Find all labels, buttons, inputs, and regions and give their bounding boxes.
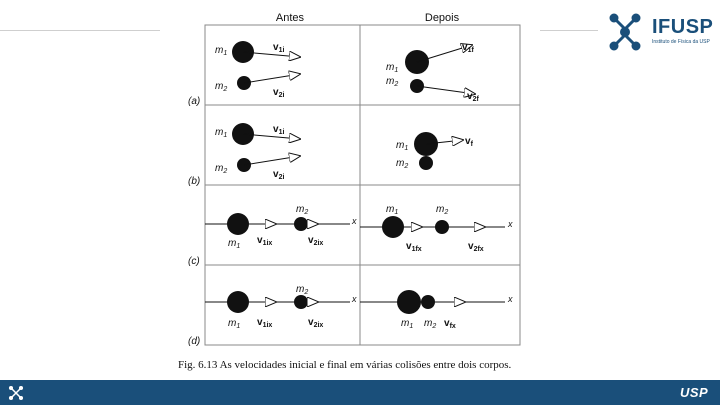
mass-label-m1: $m_1$ xyxy=(386,204,399,216)
velocity-label-v2ix: $v_{2ix}$ xyxy=(308,235,324,247)
x-axis-label: x xyxy=(508,219,513,229)
mass-label-m2: $m_2$ xyxy=(296,284,309,296)
figure-caption: Fig. 6.13 As velocidades inicial e final em várias colisões entre dois corpos. xyxy=(178,359,512,371)
mass-label-m1: $m_1$ xyxy=(386,62,399,74)
velocity-label-v2fx: $v_{2fx}$ xyxy=(468,241,484,253)
figure-grid xyxy=(205,25,520,345)
mass-label-m1: $m_1$ xyxy=(228,238,241,250)
velocity-label-vfx: $v_{fx}$ xyxy=(444,318,456,330)
body-m2 xyxy=(419,156,433,170)
panel-c-after xyxy=(360,204,513,253)
velocity-vector-v2i xyxy=(244,156,300,165)
x-axis-label: x xyxy=(352,216,357,226)
column-header-after: Depois xyxy=(424,12,460,24)
velocity-label-v1fx: $v_{1fx}$ xyxy=(406,241,422,253)
mass-label-m2: $m_2$ xyxy=(215,163,228,175)
panel-b-before xyxy=(215,123,300,181)
ifusp-logo-subtitle: Instituto de Física da USP xyxy=(652,39,710,45)
mass-label-m2: $m_2$ xyxy=(424,318,437,330)
header-rule-right xyxy=(540,30,598,31)
mass-label-m1: $m_1$ xyxy=(215,45,228,57)
mass-label-m2: $m_2$ xyxy=(396,158,409,170)
velocity-label-v2i: $v_{2i}$ xyxy=(273,87,285,99)
usp-logo: USP xyxy=(680,385,709,400)
body-m1 xyxy=(397,290,421,314)
velocity-label-vf: $v_f$ xyxy=(465,136,473,148)
mass-label-m1: $m_1$ xyxy=(396,140,409,152)
panel-a-after xyxy=(386,42,479,103)
mass-label-m2: $m_2$ xyxy=(436,204,449,216)
velocity-label-v1i: $v_{1i}$ xyxy=(273,42,285,54)
ifusp-logo-text: IFUSP xyxy=(652,16,714,38)
x-axis-label: x xyxy=(352,294,357,304)
footer-bar xyxy=(0,380,720,405)
velocity-label-v1ix: $v_{1ix}$ xyxy=(257,235,273,247)
velocity-label-v2i: $v_{2i}$ xyxy=(273,169,285,181)
mass-label-m1: $m_1$ xyxy=(215,127,228,139)
velocity-label-v1f: $v_{1f}$ xyxy=(462,42,474,54)
velocity-vector-v2i xyxy=(244,74,300,83)
panel-b-after xyxy=(396,132,474,170)
body-m2 xyxy=(421,295,435,309)
mass-label-m2: $m_2$ xyxy=(296,204,309,216)
column-header-before: Antes xyxy=(275,12,305,24)
collision-figure xyxy=(180,0,540,380)
ifusp-small-icon xyxy=(8,385,24,401)
header-rule-left xyxy=(0,30,160,31)
panel-label-d: (d) xyxy=(188,336,201,347)
panel-d-after xyxy=(360,290,513,330)
velocity-label-v2f: $v_{2f}$ xyxy=(467,91,479,103)
panel-d-before xyxy=(205,284,357,330)
velocity-label-v1ix: $v_{1ix}$ xyxy=(257,317,273,329)
mass-label-m1: $m_1$ xyxy=(228,318,241,330)
panel-label-b: (b) xyxy=(188,176,201,187)
panel-c-before xyxy=(205,204,357,250)
mass-label-m2: $m_2$ xyxy=(386,76,399,88)
x-axis-label: x xyxy=(508,294,513,304)
velocity-label-v1i: $v_{1i}$ xyxy=(273,124,285,136)
mass-label-m2: $m_2$ xyxy=(215,81,228,93)
panel-label-a: (a) xyxy=(188,96,201,107)
velocity-label-v2ix: $v_{2ix}$ xyxy=(308,317,324,329)
panel-a-before xyxy=(215,41,300,99)
panel-label-c: (c) xyxy=(188,256,200,267)
mass-label-m1: $m_1$ xyxy=(401,318,414,330)
